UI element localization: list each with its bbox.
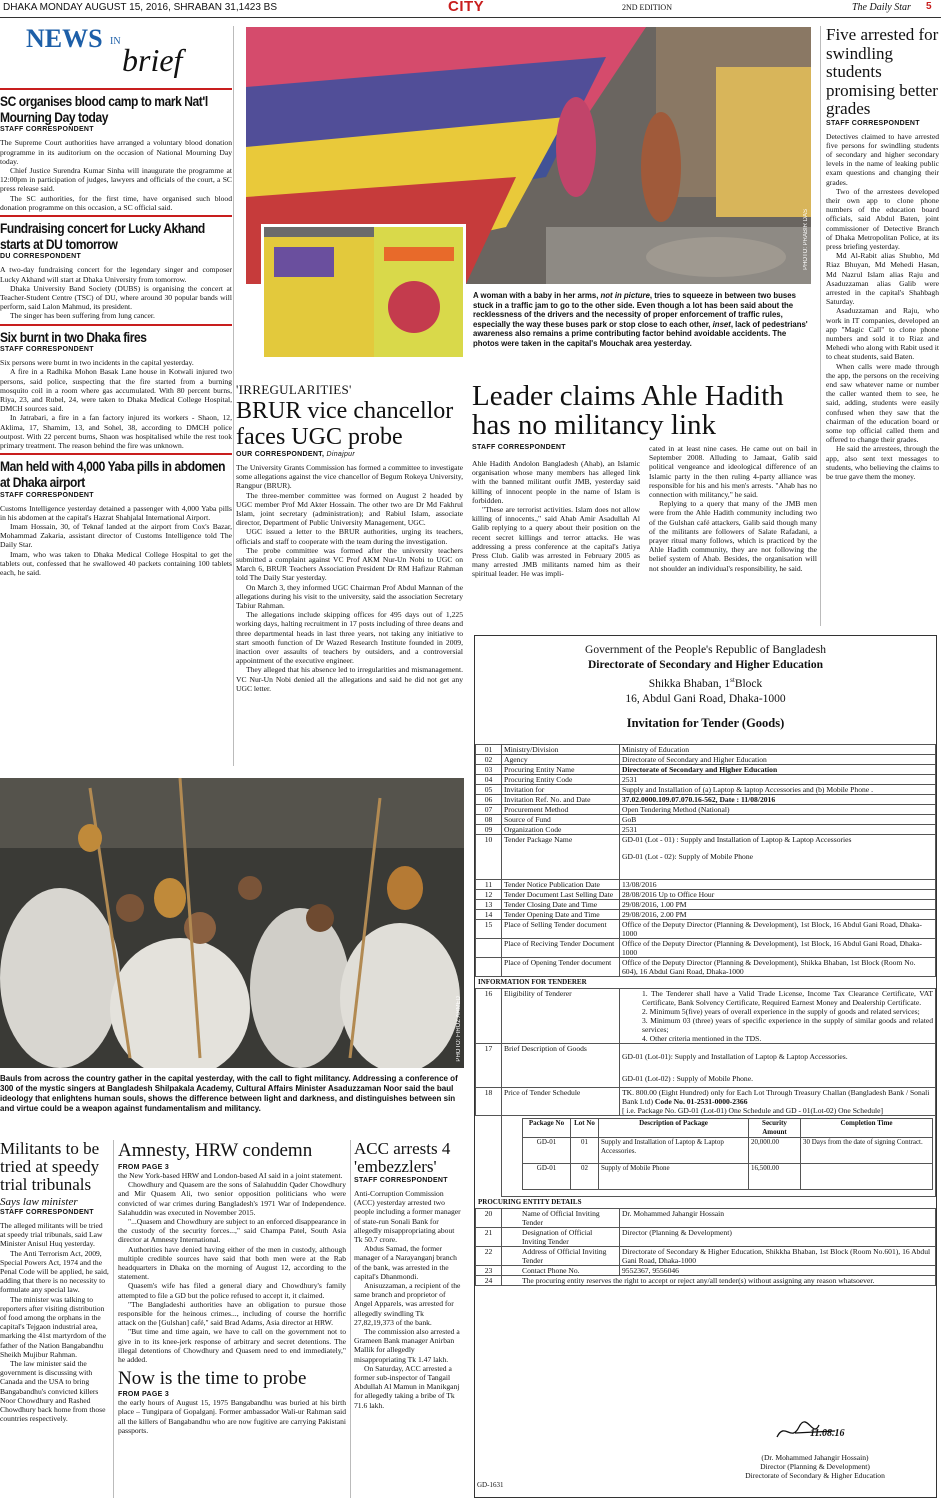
procuring-row: 21 Designation of Official Inviting Tender Director (Planning & Development): [476, 1227, 936, 1246]
tender-row: 14 Tender Opening Date and Time 29/08/2016, 2.00 PM: [476, 909, 936, 919]
brief-item: [0, 459, 232, 577]
section-title: CITY: [448, 0, 485, 15]
ahab-body-col2: [649, 444, 817, 573]
acc-body: [354, 1189, 464, 1410]
news-in-brief-logo: [26, 22, 232, 80]
tender-row: 05 Invitation for Supply and Installation of (a) Laptop & laptop Accessories and (b) Mobile Phone .: [476, 784, 936, 794]
goods-row: 17 Brief Description of Goods GD-01 (Lot-01): Supply and Installation of Laptop & Laptop Accessories. GD-01 (Lot-02) : Supply of Mobile Phone.: [476, 1043, 936, 1087]
paragraph: On Saturday, ACC arrested a former sub-inspector of Tangail Abdullah Al Mamun in Manikganj for allegedly taking a bribe of Tk 71.6 lakh.: [354, 1363, 460, 1410]
paragraph: Md Al-Rabit alias Shubho, Md Riaz Bhuyan, Md Mehedi Hasan, Md Nazrul Islam alias Raju and Asaduzzaman alias Galib were arrested in the capital's Shahbagh Saturday.: [826, 251, 939, 307]
inset-bus-illustration: [264, 227, 464, 359]
paragraph: the New York-based HRW and London-based AI said in a joint statement.: [118, 1171, 343, 1180]
tender-address-2: 16, Abdul Gani Road, Dhaka-1000: [625, 692, 786, 705]
swindle-byline: STAFF CORRESPONDENT: [826, 119, 920, 127]
paragraph: The probe committee was formed after the university teachers submitted a complaint against VC Prof AKM Nur-Un Nobi to UGC on March 6, BRUR Teachers Association President Dr RM Hafizur Rahman told The Daily Star yesterday.: [236, 545, 463, 583]
swindle-story: [826, 26, 939, 616]
ad-code: GD-1631: [477, 1481, 504, 1489]
acc-byline: STAFF CORRESPONDENT: [354, 1177, 448, 1184]
tender-row: 09 Organization Code 2531: [476, 824, 936, 834]
tender-row: 06 Invitation Ref. No. and Date 37.02.0000.109.07.070.16-562, Date : 11/08/2016: [476, 794, 936, 804]
paragraph: Chowdhury and Quasem are the sons of Salahuddin Qader Chowdhury and Mir Quasem Ali, two senior opposition politicians who were convicted of war crimes during Bangladesh's 1971 War of Independence. Salahuddin was executed in November 2015.: [118, 1180, 346, 1217]
ahab-headline: Leader claims Ahle Hadith has no militancy link: [472, 382, 784, 441]
package-row: GD-01 01 Supply and Installation of Laptop & Laptop Accessories. 20,000.00 30 Days from the date of signing Contract.: [523, 1137, 933, 1163]
issue-date: DHAKA MONDAY AUGUST 15, 2016, SHRABAN 31,1423 BS: [3, 2, 278, 13]
procuring-row: 20 Name of Official Inviting Tender Dr. Mohammed Jahangir Hossain: [476, 1208, 936, 1227]
baul-photo-credit: PHOTO: FIROZ AHMED: [456, 996, 462, 1062]
paragraph: He said the arrestees, through the app, also sent text messages to students, who believing the claims to be true gave them the money.: [826, 444, 939, 482]
militants-body: [0, 1221, 110, 1423]
paragraph: cated in at least nine cases. He came out on bail in September 2008. Alluding to Jamaat, Galib said political vengeance and ideological difference of an Islamic party in the then ruling 4-party alliance was responsible for his and his men's arrests. "Ahab has no connection with militancy," he said.: [649, 444, 817, 500]
militants-headline: Militants to be tried at speedy trial tribunals: [0, 1140, 100, 1194]
divider: [0, 88, 232, 90]
brief-body: [0, 358, 232, 450]
divider: [0, 453, 232, 455]
paragraph: The alleged militants will be tried at speedy trial tribunals, said Law Minister Anisul Huq yesterday.: [0, 1221, 103, 1249]
paragraph: Quasem's wife has filed a general diary and Chowdhury's family attempted to file a GD but the police refused to accept it, it claimed.: [118, 1281, 346, 1300]
tender-directorate: Directorate of Secondary and Higher Education: [588, 659, 823, 671]
baul-photo: [0, 778, 464, 1068]
info-heading: INFORMATION FOR TENDERER: [478, 977, 587, 986]
package-row: GD-01 02 Supply of Mobile Phone 16,500.00: [523, 1163, 933, 1189]
tender-row: 01 Ministry/Division Ministry of Education: [476, 744, 936, 754]
paragraph: Abdus Samad, the former manager of a Narayanganj branch of the bank, was arrested in the capital's Dhanmondi.: [354, 1244, 457, 1281]
tender-row: 08 Source of Fund GoB: [476, 814, 936, 824]
baul-photo-caption: Bauls from across the country gather in the capital yesterday, with the call to fight militancy. Addressing a conference of 300 of the mystic singers at Bangladesh Shilpakala Academy, Cultural Affairs Minister Asaduzzaman Noor said the baul ideology that enlightens human souls, shows the difference between light and darkness, and distinguishes between sin and virtue could be a weapon against fundamentalism and militancy.: [0, 1074, 458, 1113]
tender-table: [475, 744, 936, 977]
paragraph: The three-member committee was formed on August 2 headed by UGC member Prof Md Akter Hossain. The other two are Dr Md Fakhrul Islam, joint secretary (administration); and Rabiul Islam, associate director, Department of Public University Management, UGC.: [236, 490, 463, 528]
page-header: [0, 0, 941, 18]
paragraph: The Anti Terrorism Act, 2009, Special Powers Act, 1974 and the Penal Code will be applied, he said, adding that there is no necessity to formulate any special law.: [0, 1248, 109, 1295]
package-table: Package No Lot No Description of Package Security Amount Completion Time GD-01 01 Supply and Installation of Laptop & Laptop Accessories. 20,000.00 30 Days from the date of signing Contract. GD-01 02 Supply of Mobile Phone 16,500.00: [522, 1118, 933, 1190]
paragraph: A two-day fundraising concert for the legendary singer and composer Lucky Akhand will start at Dhaka University from tomorrow.: [0, 265, 232, 284]
tender-row: Place of Opening Tender document Office of the Deputy Director (Planning & Development), Shikka Bhaban, 1st Block (Room No. 604), 16 Abdul Gani Road, Dhaka-1000: [476, 957, 936, 976]
procuring-row: 23 Contact Phone No. 9552367, 9556046: [476, 1265, 936, 1275]
paragraph: UGC issued a letter to the BRUR authorities, urging its teachers, officials and staff to cooperate with the team during the investigation.: [236, 527, 463, 546]
amnesty-body: [118, 1171, 346, 1364]
swindle-headline: Five arrested for swindling students promising better grades: [826, 26, 939, 118]
signature-block: [475, 1417, 936, 1493]
paragraph: They alleged that his absence led to irregularities and mismanagement. VC Nur-Un Nobi denied all the allegations and said he did not get any UGC letter.: [236, 665, 463, 693]
baul-photo-illustration: [0, 778, 464, 1068]
signature-date: 11.08.16: [810, 1428, 845, 1439]
now-headline: Now is the time to probe: [118, 1368, 307, 1390]
tender-info-table: [475, 988, 936, 1197]
ahab-body-col1: [472, 459, 640, 579]
paragraph: The singer has been suffering from lung cancer.: [10, 311, 155, 321]
paragraph: The law minister said the government is discussing with Canada and the USA to bring Bangabandhu's convicted killers Noor Chowdhury and Rashed Chowdhury back home from those countries respectively.: [0, 1359, 106, 1424]
paragraph: Chief Justice Surendra Kumar Sinha will inaugurate the programme at 12:00pm in participation of judges, lawyers and officials of the court, a SC press release said.: [0, 165, 232, 194]
paragraph: The commission also arrested a Grameen Bank manager Anirban Mallik for allegedly misappropriating Tk 1.47 lakh.: [354, 1327, 460, 1364]
logo-brief: brief: [122, 42, 183, 78]
logo-news: NEWS: [26, 24, 103, 53]
brief-list: [0, 94, 232, 577]
column-rule: [113, 1140, 114, 1498]
tender-gov: Government of the People's Republic of Bangladesh: [585, 644, 826, 656]
traffic-photo-caption: A woman with a baby in her arms, not in picture, tries to squeeze in between two buses stuck in a traffic jam to go to the other side. Even though a lot has been said about the recklessness of the drivers and the necessity of proper enforcement of traffic rules, especially the way these buses park or stop close to each other, inset, lack of pedestrians' awareness also remains a prime contributing factor behind avoidable accidents. The photos were taken in the capital's Mouchak area yesterday.: [473, 291, 808, 348]
paragraph: Six persons were burnt in two incidents in the capital yesterday.: [0, 358, 194, 368]
paragraph: A fire in a Radhika Mohon Basak Lane house in Kotwali injured two persons, said police, suspecting that the fire started from a burning mosquito coil in a room where gas accumulated. With 80 percent burns, Riya, 23, and Rubel, 24, were taken to Dhaka Medical College Hospital, DMCH sources said.: [0, 367, 232, 414]
acc-story: [354, 1140, 464, 1500]
price-row: 18 Price of Tender Schedule TK. 800.00 (Eight Hundred) only for Each Lot Through Treasury Challan (Bangladesh Bank / Sonali Bank Ltd) Code No. 01-2531-0000-2366 [ i.e. Package No. GD-01 (Lot-01) One Schedule and GD - 01(Lot-02) One Schedule]: [476, 1087, 936, 1115]
news-in-brief-column: [0, 22, 232, 762]
paragraph: "...Quasem and Chowdhury are subject to an enforced disappearance in the custody of the security forces...," said Champa Patel, South Asia director at Amnesty International.: [118, 1217, 346, 1245]
tender-row: 10 Tender Package Name GD-01 (Lot - 01) : Supply and Installation of Laptop & Laptop Accessories GD-01 (Lot - 02): Supply of Mobile Phone: [476, 834, 936, 879]
brief-byline: DU CORRESPONDENT: [0, 253, 82, 261]
tender-notice: [474, 635, 937, 1498]
paragraph: "These are terrorist activities. Islam does not allow killing of innocents.," said Ahab Amir Asadullah Al Galib replying to a query about their position on the recent secret killings and terror attacks. He was addressing a press conference at the capital's Jatiya Press Club. Galib was arrested in February 2005 as many arrested JMB militants named him as their spiritual leader. He was impli-: [472, 505, 640, 579]
paragraph: The University Grants Commission has formed a committee to investigate some allegations against the vice chancellor of Begum Rokeya University, Rangpur (BRUR).: [236, 463, 463, 491]
proc-heading: PROCURING ENTITY DETAILS: [478, 1197, 582, 1206]
tender-heading: [475, 643, 936, 731]
photo-credit: PHOTO: PRABIR DAS: [803, 209, 809, 270]
amnesty-from: FROM PAGE 3: [118, 1164, 170, 1171]
brief-headline: Fundraising concert for Lucky Akhand starts at DU tomorrow: [0, 219, 205, 252]
procuring-row: 22 Address of Official Inviting Tender Directorate of Secondary & Higher Education, Shikkha Bhaban, 1st Block (Room No.601), 16 Abdul Gani Road, Dhaka-1000: [476, 1246, 936, 1265]
tender-row: 15 Place of Selling Tender document Office of the Deputy Director (Planning & Development), 1st Block, 16 Abdul Gani Road, Dhaka-1000: [476, 919, 936, 938]
column-rule: [820, 26, 821, 626]
paragraph: The SC authorities, for the first time, have organised such blood donation programme on this occasion, a SC official said.: [0, 193, 232, 212]
tender-row: 03 Procuring Entity Name Directorate of Secondary and Higher Education: [476, 764, 936, 774]
paragraph: Replying to a query that many of the JMB men were from the Ahle Hadith community including two of the Gulshan café attackers, Galib said though many of the militants are followers of Salate Rafadani, a prayer ritual many follows, which is practiced by the Ahle Hadith community, they are not following the belief system of Ahab. Besides, the organisation will not shoulder an individual's responsibility, he said.: [649, 499, 817, 573]
paragraph: Two of the arrestees developed their own app to clone phone numbers of the education board officials, said Abdul Baten, joint commissioner of Detective Branch of Dhaka Metropolitan Police, at its press briefing yesterday.: [826, 186, 939, 251]
inset-photo: [261, 224, 466, 360]
brief-byline: STAFF CORRESPONDENT: [0, 126, 94, 134]
procuring-row: 24 The procuring entity reserves the right to accept or reject any/all tender(s) without assigning any reason whatsoever.: [476, 1275, 936, 1285]
tender-row: 11 Tender Notice Publication Date 13/08/2016: [476, 879, 936, 889]
logo-in: IN: [110, 36, 121, 47]
ahab-byline: STAFF CORRESPONDENT: [472, 444, 566, 451]
tender-row: 02 Agency Directorate of Secondary and Higher Education: [476, 754, 936, 764]
paragraph: The minister was talking to reporters after visiting distribution of food among the orphans in the capital's Tejgaon industrial area, marking the 41st martyrdom of the father of the Nation Bangabandhu Sheikh Mujibur Rahman.: [0, 1294, 107, 1359]
signatory: (Dr. Mohammed Jahangir Hossain) Director (Planning & Development) Directorate of Secondary & Higher Education: [745, 1453, 885, 1480]
column-rule: [350, 1140, 351, 1498]
tender-row: 07 Procurement Method Open Tendering Method (National): [476, 804, 936, 814]
brief-body: [0, 265, 232, 320]
column-rule: [233, 26, 234, 766]
amnesty-story: [118, 1140, 346, 1500]
brur-kicker: 'IRREGULARITIES': [236, 382, 352, 397]
tender-address-1: Shikka Bhaban, 1stBlock: [648, 676, 763, 690]
divider: [0, 324, 232, 326]
tender-row: Place of Reciving Tender Document Office of the Deputy Director (Planning & Development), 1st Block, 16 Abdul Gani Road, Dhaka-1000: [476, 938, 936, 957]
paragraph: When calls were made through the app, the persons on the receiving end saw whatever name or number the caller wanted them to see, he said, adding, students were easily confused when they saw that the chairman of the education board or some top official called them and offered to change their grades.: [826, 361, 939, 445]
brur-story: [236, 382, 463, 762]
brief-headline: SC organises blood camp to mark Nat'l Mourning Day today: [0, 93, 208, 125]
now-from: FROM PAGE 3: [118, 1391, 170, 1399]
swindle-body: [826, 132, 939, 482]
paragraph: Dhaka University Band Society (DUBS) is organising the concert at Teacher-Student Centre (TSC) of DU, where around 30 popular bands will perform, said Lalon Mahmud, its president.: [0, 283, 232, 312]
tender-row: 04 Procuring Entity Code 2531: [476, 774, 936, 784]
brur-body: [236, 463, 463, 693]
paragraph: Detectives claimed to have arrested five persons for swindling students of secondary and higher secondary levels in the name of leaking public exam questions and changing their grades.: [826, 131, 939, 187]
ahab-story: [472, 382, 817, 620]
paragraph: Ahle Hadith Andolon Bangladesh (Ahab), an Islamic organisation whose many members has alleged link with the banned militant outfit JMB, yesterday said killing of innocent people in the name of Islam is forbidden.: [472, 459, 640, 505]
paragraph: "The Bangladeshi authorities have an obligation to pursue those responsible for the heinous crimes..., including of course the horrific attack on the [Gulshan] café," said Brad Adams, Asia director at HRW.: [118, 1299, 346, 1328]
paragraph: Anisuzzaman, a recipient of the same branch and proprietor of Angel Apparels, was arrested for allegedly swindling Tk 27,82,19,373 of the bank.: [354, 1281, 461, 1327]
paragraph: Imam, who was taken to Dhaka Medical College Hospital to get the tablets out, confessed that he swallowed 40 packets containing 100 tablets each, he said.: [0, 549, 232, 577]
militants-story: [0, 1140, 110, 1500]
brur-headline: BRUR vice chancellor faces UGC probe: [236, 398, 454, 450]
brief-byline: STAFF CORRESPONDENT: [0, 491, 94, 499]
paragraph: Authorities have denied having either of the men in custody, although multiple credible sources have said that both men were at the Rab headquarters in Dhaka on the morning of August 12, according to the statement.: [118, 1244, 346, 1282]
brur-byline: OUR CORRESPONDENT, Dinajpur: [236, 451, 355, 458]
paragraph: Asaduzzaman and Raju, who work in IT companies, developed an app "Magic Call" to clone phone numbers and sold it to Riaz and Mehedi who along with Rabit used it to cheat students, said Baten.: [826, 306, 939, 362]
acc-headline: ACC arrests 4 'embezzlers': [354, 1140, 451, 1176]
militants-byline: STAFF CORRESPONDENT: [0, 1209, 94, 1216]
paragraph: "But time and time again, we have to call on the government not to give in to its knee-jerk response of arbitrary and secret detentions. The illegal detentions of Chowdhury and Quasem need to end immediately," he added.: [118, 1327, 346, 1365]
paragraph: the early hours of August 15, 1975 Bangabandhu was buried at his birth place – Tungipara of Gopalganj. Former ambassador Wali-ur Rahman said all the killers of Bangabandhu who are now fugitive are carrying Pakistani passports.: [118, 1398, 346, 1435]
masthead: The Daily Star: [852, 2, 911, 13]
paragraph: Customs Intelligence yesterday detained a passenger with 4,000 Yaba pills in his abdomen at the capital's Hazrat Shahjalal International Airport.: [0, 503, 232, 522]
paragraph: Anti-Corruption Commission (ACC) yesterday arrested two people including a former manager of state-run Sonali Bank for allegedly misappropriating about Tk 50.7 crore.: [354, 1189, 461, 1245]
brief-headline: Six burnt in two Dhaka fires: [0, 328, 147, 345]
brief-item: [0, 94, 232, 217]
page-number: 5: [926, 1, 932, 12]
tender-row: 12 Tender Document Last Selling Date 28/08/2016 Up to Office Hour: [476, 889, 936, 899]
tender-title: Invitation for Tender (Goods): [626, 715, 785, 730]
now-body: [118, 1398, 346, 1435]
paragraph: The Supreme Court authorities have arranged a voluntary blood donation programme in its auditorium on the occasion of National Mourning Day today.: [0, 138, 232, 166]
amnesty-headline: Amnesty, HRW condemn: [118, 1140, 313, 1161]
brief-body: [0, 504, 232, 578]
brief-byline: STAFF CORRESPONDENT: [0, 346, 94, 354]
paragraph: On March 3, they informed UGC Chairman Prof Abdul Mannan of the allegations during his visit to the university, said the association Secretary Tabiur Rahman.: [236, 582, 463, 611]
edition-label: 2ND EDITION: [622, 3, 672, 12]
procuring-table: [475, 1208, 936, 1286]
brief-body: [0, 138, 232, 212]
brief-item: [0, 221, 232, 326]
tender-row: 13 Tender Closing Date and Time 29/08/2016, 1.00 PM: [476, 899, 936, 909]
militants-subhead: Says law minister: [0, 1196, 78, 1208]
paragraph: Imam Hossain, 30, of Teknaf landed at the airport from Cox's Bazar, Mohammad Zakaria, assistant director of Customs Intelligence told The Daily Star.: [0, 521, 232, 550]
brief-item: [0, 330, 232, 456]
divider: [0, 215, 232, 217]
brief-headline: Man held with 4,000 Yaba pills in abdomen at Dhaka airport: [0, 458, 226, 490]
paragraph: In Jatrabari, a fire in a fan factory injured its workers - Shaon, 12, Aklima, 17, Shamim, 13, and Sohel, 38, according to DMCH police outpost. With 22 percent burns, Shaon was hospitalised while the rest took primary treatment. The reason behind the fire was unknown.: [0, 413, 232, 451]
paragraph: The allegations include skipping offices for 495 days out of 1,225 working days, halting recruitment in 17 posts including of three deans and three departmental heads in last three years, not taking any initiative to start smooth function of Dr Wazed Research Institute founded in 2009, inaction over assaults of teachers by outsiders, and a controversial appointment of the executive engineer.: [236, 610, 463, 666]
eligibility-row: 16 Eligibility of Tenderer 1. The Tenderer shall have a Valid Trade License, Income Tax Clearance Certificate, VAT Certificate, Bank Solvency Certificate, Required Earnest Money and Dealership Certificate. 2. Minimum 5(five) years of overall experience in the supply of goods and related services; 3. Minimum 03 (three) years of specific experience in the supply of similar goods and related services; 4. Other criteria mentioned in the TDS.: [476, 988, 936, 1043]
